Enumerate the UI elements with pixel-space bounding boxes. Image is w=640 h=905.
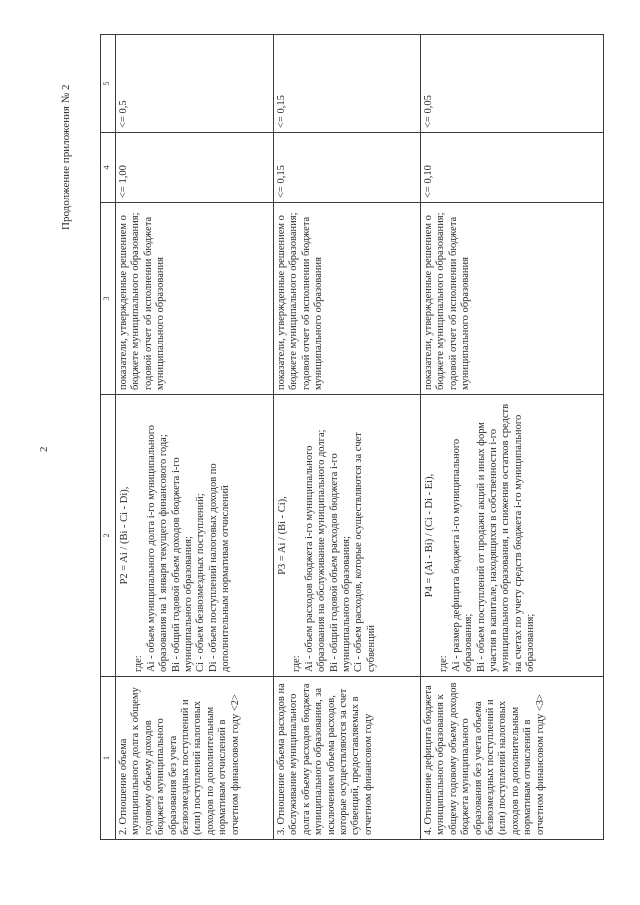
table-caption: Продолжение приложения № 2 bbox=[60, 84, 72, 230]
column-number-row bbox=[101, 35, 116, 840]
formula: P3 = Ai / (Bi - Ci), bbox=[277, 496, 288, 575]
source-cell: показатели, утвержденные решением о бюджете муниципального образования; годовой отчет об исполнении бюджета муниципального образования bbox=[116, 203, 274, 395]
column-number: 4 bbox=[101, 133, 116, 203]
column-number: 2 bbox=[101, 395, 116, 677]
definition: Bi - общий годовой объем доходов бюджета i-го муниципального образования; bbox=[170, 457, 195, 672]
definition: Ai - объем расходов бюджета i-го муниципального образования на обслуживание муниципального долга; bbox=[303, 429, 328, 672]
indicator-cell: 3. Отношение объема расходов на обслуживание муниципального долга к объему расходов бюджета муниципального образования, за исключением объема расходов, которые осуществляются за счет субвенций, предоставляемых в отчетном финансовом году bbox=[274, 677, 421, 840]
threshold-cell: <= 0,10 bbox=[421, 133, 604, 203]
column-number: 1 bbox=[101, 677, 116, 840]
criteria-table bbox=[100, 34, 604, 840]
source-cell: показатели, утвержденные решением о бюджете муниципального образования; годовой отчет об исполнении бюджета муниципального образования bbox=[421, 203, 604, 395]
definition: Bi - объем поступлений от продажи акций и иных форм участия в капитале, находящихся в собственности i-го муниципального образования, и снижения остатков средств на счетах по учету средств бюджета i-го муниципального образования; bbox=[475, 403, 537, 672]
table-row bbox=[274, 35, 421, 840]
threshold-cell: <= 0,15 bbox=[274, 133, 421, 203]
definition: Bi - общий годовой объем расходов бюджета i-го муниципального образования; bbox=[328, 453, 353, 672]
definition: Ai - объем муниципального долга i-го муниципального образования на 1 января текущего финансового года; bbox=[145, 424, 170, 672]
formula: P4 = (Ai - Bi) / (Ci - Di - Ei), bbox=[424, 473, 435, 598]
indicator-cell: 4. Отношение дефицита бюджета муниципального образования к общему годовому объему доходов бюджета муниципального образования без учета объема безвозмездных поступлений и (или) поступлений налоговых доходов по дополнительным нормативам отчислений в отчетном финансовом году <3> bbox=[421, 677, 604, 840]
value-cell: <= 0,15 bbox=[274, 35, 421, 133]
source-cell: показатели, утвержденные решением о бюджете муниципального образования; годовой отчет об исполнении бюджета муниципального образования bbox=[274, 203, 421, 395]
formula: P2 = Ai / (Bi - Ci - Di), bbox=[119, 486, 130, 585]
formula-cell bbox=[116, 395, 274, 677]
where-label: где: bbox=[133, 655, 145, 672]
definition: Ai - размер дефицита бюджета i-го муниципального образования; bbox=[450, 438, 475, 672]
value-cell: <= 0,05 bbox=[421, 35, 604, 133]
definition: Ci - объем расходов, которые осуществляются за счет субвенций bbox=[353, 432, 377, 672]
table-row bbox=[116, 35, 274, 840]
page-number: 2 bbox=[38, 446, 50, 452]
table-row bbox=[421, 35, 604, 840]
where-label: где: bbox=[438, 655, 450, 672]
column-number: 3 bbox=[101, 203, 116, 395]
rotated-table-container bbox=[100, 35, 615, 840]
value-cell: <= 0,5 bbox=[116, 35, 274, 133]
definition: Di - объем поступлений налоговых доходов по дополнительным нормативам отчислений bbox=[207, 463, 232, 672]
indicator-cell: 2. Отношение объема муниципального долга к общему годовому объему доходов бюджета муниципального образования без учета безвозмездных поступлений и (или) поступлений налоговых доходов по дополнительным нормативам отчислений в отчетном финансовом году <2> bbox=[116, 677, 274, 840]
formula-cell bbox=[421, 395, 604, 677]
column-number: 5 bbox=[101, 35, 116, 133]
formula-cell bbox=[274, 395, 421, 677]
definition: Ci - объем безвозмездных поступлений; bbox=[195, 493, 207, 672]
threshold-cell: <= 1,00 bbox=[116, 133, 274, 203]
where-label: где: bbox=[291, 655, 303, 672]
